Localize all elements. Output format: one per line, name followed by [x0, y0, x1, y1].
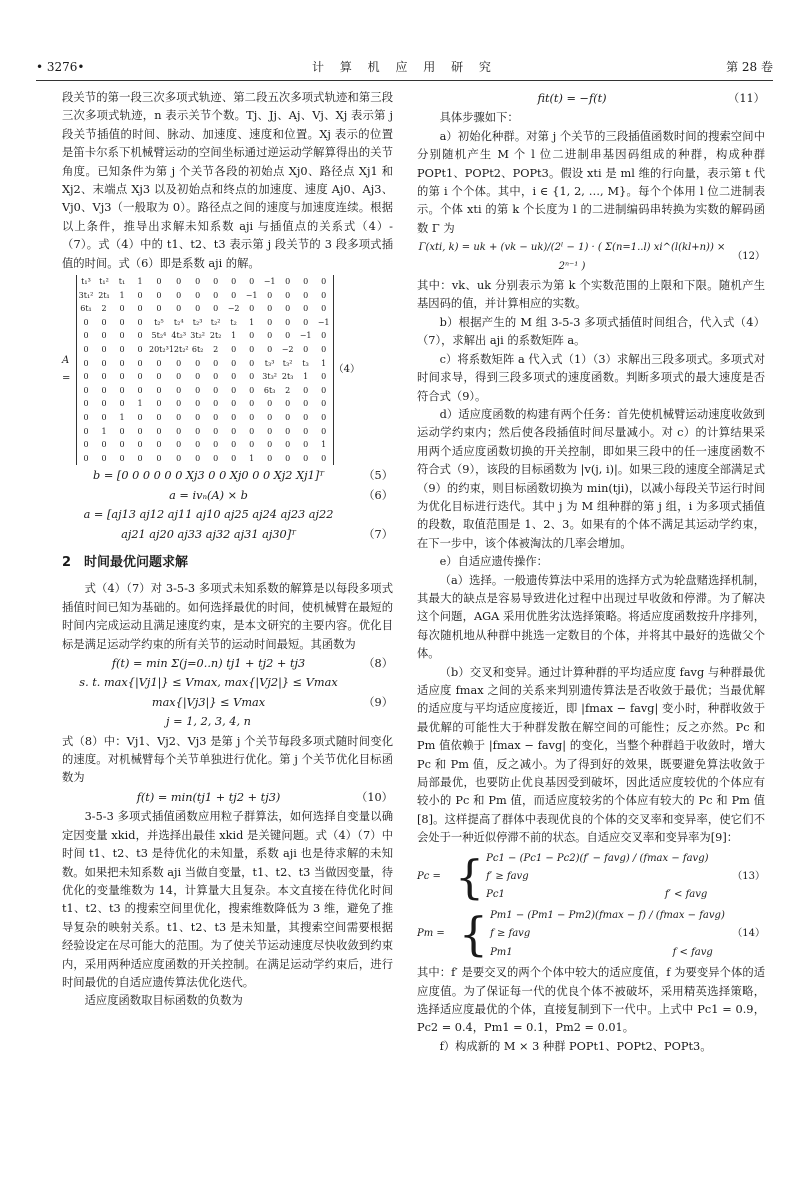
matrix-row: [77, 438, 334, 452]
matrix-cell: 0: [231, 426, 237, 436]
matrix-cell: 0: [231, 290, 237, 300]
matrix-cell: 0: [176, 358, 182, 368]
paragraph-velocity: 式（8）中：Vj1、Vj2、Vj3 是第 j 个关节每段多项式随时间变化的速度。对机械臂每个关节单独进行优化。第 j 个关节优化目标函数为: [62, 734, 393, 785]
matrix-cell: 0: [303, 399, 309, 409]
matrix-cell: 0: [231, 453, 237, 463]
matrix-cell: 0: [267, 304, 273, 314]
matrix-cell: 2: [101, 304, 107, 314]
matrix-cell: t₂⁵: [154, 317, 164, 327]
matrix-cell: 0: [303, 345, 309, 355]
equation-number-12: （12）: [732, 251, 765, 263]
matrix-cell: 0: [321, 385, 327, 395]
equation-number-5: （5）: [363, 469, 393, 483]
matrix-cell: 0: [83, 440, 89, 450]
matrix-cell: 0: [119, 440, 125, 450]
matrix-cell: t₃³: [264, 358, 275, 368]
matrix-cell: 0: [83, 413, 89, 422]
equation-14-case-1: Pm1 − (Pm1 − Pm2)(fmax − f) / (fmax − favg) f ≥ favg: [490, 909, 745, 940]
matrix-cell: 20t₂³: [149, 345, 169, 355]
matrix-cell: 0: [176, 426, 182, 436]
matrix-cell: 0: [83, 331, 89, 341]
matrix-cell: 0: [321, 399, 327, 409]
equation-8-body: f(t) = min Σ(j=0..n) tj1 + tj2 + tj3: [111, 657, 306, 671]
matrix-cell: 0: [156, 440, 162, 450]
journal-title: 计 算 机 应 用 研 究: [312, 60, 497, 74]
matrix-row: [77, 357, 334, 371]
step-d: d）适应度函数的构建有两个任务：首先使机械臂运动速度收敛到运动学约束内；然后使各段插值时间尽量减小。对 c）的计算结果采用两个适应度函数切换的开关控制，即如果三段中的任一速度函数不符合式（9），该段的目标函数为 |v(j, i)|。如果三段的速度全部满足式（9）的约束，则目标函数切换为 min(tji)，以减小每段关节运行时间为优化目标进行迭代。其中 j 为 M 组种群的第 j 组，i 为多项式插值的段数，取值范围是 1、2、3。如果有的个体不满足其运动学约束，在下一步中，该个体被淘汰的几率会增加。: [417, 407, 765, 550]
matrix-cell: 0: [195, 358, 201, 368]
equation-14-cases: [490, 907, 745, 962]
matrix-row: [77, 289, 334, 303]
step-b: b）根据产生的 M 组 3-5-3 多项式插值时间组合，代入式（4）（7），求解出 aji 的系数矩阵 a。: [417, 315, 765, 348]
matrix-cell: 0: [285, 290, 291, 300]
equation-13-lhs: Pc =: [417, 871, 441, 883]
matrix-row: [77, 275, 334, 289]
matrix-cell: 2t₃: [281, 372, 294, 382]
matrix-cell: 0: [176, 440, 182, 450]
matrix-cell: 6t₃: [263, 385, 276, 395]
matrix-cell: 0: [321, 413, 327, 422]
matrix-cell: 0: [137, 290, 143, 300]
equation-5-body: b = [0 0 0 0 0 0 Xj3 0 0 Xj0 0 0 Xj2 Xj1]ᵀ: [93, 469, 324, 483]
matrix-cell: 0: [195, 413, 201, 422]
matrix-cell: 0: [137, 304, 143, 314]
matrix-label: A =: [62, 354, 71, 385]
matrix-cell: 0: [119, 345, 125, 355]
matrix-cell: 0: [321, 290, 327, 300]
matrix-row: [77, 425, 334, 439]
matrix-cell: 1: [249, 453, 255, 463]
matrix-cell: 0: [195, 440, 201, 450]
matrix-cell: t₃: [302, 358, 309, 368]
matrix-cell: 0: [119, 304, 125, 314]
matrix-cell: 0: [195, 372, 201, 382]
matrix-cell: 0: [231, 413, 237, 422]
equation-8: [62, 655, 393, 673]
equation-14: [417, 907, 765, 962]
matrix-cell: 0: [156, 399, 162, 409]
equation-13-case-1: Pc1 − (Pc1 − Pc2)(f′ − favg) / (fmax − favg) f′ ≥ favg: [486, 852, 729, 883]
matrix-cell: t₂³: [192, 317, 203, 327]
matrix-cell: 4t₂³: [171, 331, 187, 341]
equation-14-case-2: Pm1 f < favg: [490, 946, 713, 958]
matrix-cell: 0: [176, 277, 182, 287]
matrix-cell: 0: [267, 290, 273, 300]
equation-number-7: （7）: [363, 527, 393, 541]
matrix-cell: 1: [119, 413, 125, 422]
matrix-cell: 0: [285, 304, 291, 314]
matrix-cell: 0: [213, 426, 219, 436]
matrix-cell: 0: [213, 399, 219, 409]
matrix-cell: t₃²: [282, 358, 293, 368]
matrix-cell: 1: [249, 317, 255, 327]
equation-14-lhs: Pm =: [417, 928, 445, 940]
equation-9-body-2: max{|Vj3|} ≤ Vmax: [151, 695, 266, 709]
equation-7-body-1: a = [aj13 aj12 aj11 aj10 aj25 aj24 aj23 aj22: [83, 508, 334, 522]
matrix-row: [77, 452, 334, 466]
matrix-cell: 0: [213, 413, 219, 422]
equation-7-line1: [62, 506, 393, 524]
matrix-cell: 0: [303, 453, 309, 463]
matrix-cell: 0: [195, 277, 201, 287]
matrix-cell: 0: [321, 453, 327, 463]
equation-9-line3: [62, 713, 393, 731]
matrix-cell: 0: [267, 426, 273, 436]
equation-12: [417, 239, 765, 276]
matrix-cell: 0: [231, 399, 237, 409]
matrix-cell: 1: [101, 426, 107, 436]
matrix-cell: 0: [231, 440, 237, 450]
matrix-row: [77, 343, 334, 357]
equation-12-body: Γ(xti, k) = uk + (vk − uk)/(2ˡ − 1) · ( Σ(n=1..l) xi^(l(kl+n)) × 2ⁿ⁻¹ ): [418, 242, 726, 272]
step-a-note: 其中：vk、uk 分别表示为第 k 个实数范围的上限和下限。随机产生基因码的值，并计算相应的实数。: [417, 279, 765, 311]
matrix-cell: 0: [213, 358, 219, 368]
matrix-cell: 0: [231, 345, 237, 355]
matrix-cell: 0: [176, 304, 182, 314]
matrix-cell: 0: [249, 385, 255, 395]
matrix-cell: 0: [156, 372, 162, 382]
paragraph-pso: 3-5-3 多项式插值函数应用粒子群算法，如何选择自变量以确定因变量 xkid，并选择出最佳 xkid 是关键问题。式（4）（7）中时间 t1、t2、t3 是待优化的未知量，系数 aji 也是待求解的未知数。如果把未知系数 aji 当做自变量，t1、t2、t3 当做因变量，待优化的变量维数为 14，计算量大且复杂。本文直接在待优化时间 t1、t2、t3 的搜索空间里优化，搜索维数降低为 3 维，避免了推导复杂的映射关系。t1、t2、t3 是未知量，其搜索空间需要根据经验设定在尽可能大的范围。为了使关节运动速度尽快收敛到约束内，采用两种适应度函数的开关控制。在满足运动学约束后，进行时间最优的自适应遗传算法优化迭代。: [62, 810, 393, 989]
matrix-cell: 0: [119, 453, 125, 463]
equation-13-case-2: Pc1 f′ < favg: [486, 889, 708, 901]
matrix-cell: 0: [83, 399, 89, 409]
matrix-cell: 0: [101, 399, 107, 409]
steps-title: 具体步骤如下：: [439, 111, 519, 125]
matrix-cell: 1: [321, 358, 327, 368]
matrix-cell: t₂⁴: [173, 317, 184, 327]
matrix-cell: 0: [83, 317, 89, 327]
equation-number-14: （14）: [732, 928, 765, 940]
matrix-cell: 0: [137, 413, 143, 422]
matrix-equation-4: [62, 275, 393, 465]
matrix-cell: 0: [83, 345, 89, 355]
step-e: e）自适应遗传操作：: [439, 555, 548, 569]
step-a: a）初始化种群。对第 j 个关节的三段插值函数时间的搜索空间中分别随机产生 M 个 l 位二进制串基因码组成的种群，构成种群 POPt1、POPt2、POPt3。假设 xti 是 ml 维的行向量，表示第 t 代的第 i 个个体。其中，i ∈ {1, 2, …, M}。每个个体用 l 位二进制表示。个体 xti 的第 k 个长度为 l 的二进制编码串转换为实数的解码函数 Γ 为: [417, 129, 765, 235]
matrix-cell: 0: [156, 385, 162, 395]
matrix-cell: 0: [119, 317, 125, 327]
matrix-cell: 0: [249, 440, 255, 450]
matrix-cell: 1: [119, 290, 125, 300]
matrix-cell: 3t₁²: [78, 290, 94, 300]
matrix-cell: 0: [137, 453, 143, 463]
matrix-cell: 0: [176, 385, 182, 395]
matrix-cell: 0: [213, 385, 219, 395]
equation-13-cases: [486, 850, 727, 905]
matrix-cell: 0: [213, 372, 219, 382]
matrix-cell: 0: [195, 290, 201, 300]
matrix-cell: 0: [267, 317, 273, 327]
matrix-cell: 0: [213, 453, 219, 463]
matrix-cell: 0: [101, 345, 107, 355]
matrix-cell: 0: [267, 399, 273, 409]
matrix-cell: 0: [101, 317, 107, 327]
matrix-row: [77, 302, 334, 316]
step-e-selection: （a）选择。一般遗传算法中采用的选择方式为轮盘赌选择机制，其最大的缺点是容易导致进化过程中出现过早收敛和停滞。为了解决这个问题，AGA 采用优胜劣汰选择策略。将适应度函数按升序排列，每次随机地从种群中挑选一定数目的个体，并将其中最好的选做父个体。: [417, 573, 765, 661]
matrix-cell: 0: [213, 277, 219, 287]
equation-number-9: （9）: [363, 695, 393, 709]
header-rule: [36, 80, 773, 81]
matrix-cell: 0: [101, 440, 107, 450]
matrix-row: [77, 411, 334, 425]
matrix-cell: −1: [263, 277, 276, 287]
equation-7-line2: [62, 526, 393, 544]
matrix-cell: 0: [137, 358, 143, 368]
matrix-cell: 0: [176, 399, 182, 409]
matrix-cell: 1: [231, 331, 237, 341]
paragraph-time-optimal: 式（4）（7）对 3-5-3 多项式未知系数的解算是以每段多项式插值时间已知为基础的。如何选择最优的时间，使机械臂在最短的时间内完成运动且满足速度约束，是本文研究的主要内容。优化目标是满足运动学约束的所有关节的运动时间最短。其函数为: [62, 582, 393, 651]
matrix-cell: 0: [156, 453, 162, 463]
matrix-cell: 0: [137, 426, 143, 436]
matrix-cell: 12t₂²: [168, 345, 189, 355]
matrix-cell: −2: [227, 304, 240, 314]
matrix-cell: 0: [176, 453, 182, 463]
equation-10: [62, 789, 393, 807]
matrix-cell: 0: [195, 399, 201, 409]
matrix-cell: 0: [267, 413, 273, 422]
matrix-cell: 0: [176, 290, 182, 300]
matrix-cell: 0: [83, 358, 89, 368]
equation-14-brace: {: [458, 907, 489, 962]
matrix-cell: 0: [249, 277, 255, 287]
matrix-cell: 0: [303, 413, 309, 422]
matrix-cell: 0: [267, 331, 273, 341]
matrix-cell: 0: [195, 304, 201, 314]
matrix-cell: 1: [303, 372, 309, 382]
equation-number-6: （6）: [363, 488, 393, 502]
equation-number-10: （10）: [356, 790, 393, 804]
matrix-cell: 0: [156, 304, 162, 314]
section-heading: 2 时间最优问题求解: [62, 555, 189, 570]
matrix-cell: 0: [249, 426, 255, 436]
paragraph-fitness: 适应度函数取目标函数的负数为: [84, 994, 243, 1008]
matrix-cell: 0: [137, 385, 143, 395]
matrix-cell: 0: [156, 413, 162, 422]
matrix-cell: t₁²: [99, 277, 109, 287]
equation-6-body: a = ivₙ(A) × b: [169, 488, 248, 502]
matrix-cell: t₁³: [81, 277, 91, 287]
matrix-cell: 0: [119, 399, 125, 409]
equation-5: [62, 467, 393, 485]
equation-number-8: （8）: [363, 657, 393, 671]
matrix-cell: 0: [285, 277, 291, 287]
right-column: [417, 89, 765, 1056]
matrix-cell: 0: [101, 331, 107, 341]
equation-13: [417, 850, 765, 905]
matrix-cell: t₂: [230, 317, 237, 327]
step-f: f）构成新的 M × 3 种群 POPt1、POPt2、POPt3。: [439, 1039, 712, 1053]
matrix-cell: 0: [83, 426, 89, 436]
matrix-cell: −2: [281, 345, 294, 355]
matrix-cell: 0: [285, 426, 291, 436]
matrix-cell: 0: [303, 440, 309, 450]
equation-number-13: （13）: [732, 871, 765, 883]
matrix-cell: 0: [303, 317, 309, 327]
equation-7-body-2: aj21 aj20 aj33 aj32 aj31 aj30]ᵀ: [121, 527, 296, 541]
matrix-cell: 0: [83, 372, 89, 382]
matrix-cell: 0: [101, 385, 107, 395]
matrix-cell: 0: [119, 385, 125, 395]
volume-label: 第 28 卷: [726, 60, 773, 74]
matrix-cell: 3t₃²: [262, 372, 277, 382]
matrix-cell: 6t₁: [80, 304, 92, 314]
matrix-cell: 0: [321, 426, 327, 436]
matrix-cell: 0: [83, 385, 89, 395]
matrix-cell: 0: [249, 372, 255, 382]
equation-number-11: （11）: [728, 92, 765, 105]
equation-9-body-1: s. t. max{|Vj1|} ≤ Vmax, max{|Vj2|} ≤ Vmax: [79, 676, 338, 690]
matrix-cell: 0: [137, 317, 143, 327]
matrix-cell: 2: [213, 345, 219, 355]
matrix-cell: 0: [137, 372, 143, 382]
step-e-crossover: （b）交叉和变异。通过计算种群的平均适应度 favg 与种群最优适应度 fmax 之间的关系来判别遗传算法是否收敛于最优；当最优解的适应度与平均适应度接近，即 |fmax − favg| 变小时，种群收敛于最优解的可能性大于种群发散在解空间的可能性；反之亦然。Pc 和 Pm 值依赖于 |fmax − favg| 的变化，当整个种群趋于收敛时，增大 Pc 和 Pm 值，反之减小。为了得到好的效果，既要避免算法收敛于局部最优，也要防止优良基因受到破坏，因此适应度较优的个体应有较小的 Pc 和 Pm 值，而适应度较劣的个体应有较大的 Pc 和 Pm 值[8]。这样提高了群体中表现优良的个体的交叉率和变异率，使它们不会处于一种近似停滞不前的状态。自适应交叉率和变异率为[9]：: [417, 665, 765, 845]
matrix-cell: 0: [303, 277, 309, 287]
matrix-cell: 2t₂: [209, 331, 222, 341]
matrix-cell: 3t₂²: [190, 331, 205, 341]
matrix-cell: 0: [231, 372, 237, 382]
matrix-cell: 0: [267, 345, 273, 355]
matrix-cell: 2t₁: [98, 290, 110, 300]
matrix-cell: 0: [101, 358, 107, 368]
matrix-cell: 0: [321, 372, 327, 382]
matrix-cell: 0: [303, 304, 309, 314]
equation-number-4: （4）: [333, 364, 360, 376]
matrix-cell: t₂²: [210, 317, 221, 327]
matrix-cell: 5t₂⁴: [151, 331, 167, 341]
matrix-cell: 0: [303, 426, 309, 436]
matrix-cell: 0: [195, 385, 201, 395]
matrix-cell: 0: [303, 385, 309, 395]
matrix-a: [76, 275, 334, 465]
matrix-cell: 0: [213, 304, 219, 314]
matrix-cell: 0: [156, 358, 162, 368]
equation-11: [417, 90, 765, 108]
matrix-cell: 0: [156, 290, 162, 300]
matrix-cell: 0: [101, 453, 107, 463]
matrix-cell: 0: [213, 440, 219, 450]
matrix-cell: 0: [231, 358, 237, 368]
matrix-cell: 6t₂: [191, 345, 204, 355]
matrix-cell: 0: [249, 399, 255, 409]
step-c: c）将系数矩阵 a 代入式（1）（3）求解出三段多项式。多项式对时间求导，得到三段多项式的速度函数。判断多项式的最大速度是否符合式（9）。: [417, 352, 765, 403]
matrix-cell: 0: [176, 372, 182, 382]
matrix-cell: 0: [321, 277, 327, 287]
equation-6: [62, 487, 393, 505]
matrix-cell: 0: [231, 385, 237, 395]
equation-9-body-3: j = 1, 2, 3, 4, n: [166, 715, 251, 729]
matrix-cell: 0: [137, 440, 143, 450]
matrix-cell: 0: [321, 304, 327, 314]
matrix-cell: 0: [267, 440, 273, 450]
matrix-cell: 0: [285, 440, 291, 450]
matrix-cell: 0: [303, 290, 309, 300]
matrix-cell: 0: [156, 277, 162, 287]
matrix-cell: 0: [231, 277, 237, 287]
matrix-cell: −1: [317, 317, 330, 327]
matrix-cell: 0: [267, 453, 273, 463]
matrix-cell: 1: [321, 440, 327, 450]
page-number: • 3276•: [36, 60, 85, 74]
matrix-cell: −1: [299, 331, 312, 341]
matrix-row: [77, 329, 334, 343]
matrix-cell: 0: [195, 453, 201, 463]
running-header: [36, 58, 773, 78]
matrix-cell: 0: [249, 345, 255, 355]
matrix-row: [77, 316, 334, 330]
matrix-cell: t₁: [118, 277, 126, 287]
equation-9-line1: [62, 674, 393, 692]
matrix-cell: 0: [119, 331, 125, 341]
step-e-parameters: 其中：f′ 是要交叉的两个个体中较大的适应度值，f 为要变异个体的适应度值。为了保证每一代的优良个体不被破坏，采用精英选择策略，选择适应度最优的个体，直接复制到下一代中。上式中 Pc1 = 0.9，Pc2 = 0.4，Pm1 = 0.1，Pm2 = 0.01。: [417, 966, 765, 1035]
equation-11-body: fit(t) = −f(t): [537, 92, 607, 105]
paragraph-intro: 段关节的第一段三次多项式轨迹、第二段五次多项式轨迹和第三段三次多项式轨迹，n 表示关节个数。Tj、Jj、Aj、Vj、Xj 表示第 j 段关节插值的时间、脉动、加速度、速度和位置。Xj 表示的位置是笛卡尔系下机械臂运动的空间坐标通过逆运动学解算得出的关节角度。已知条件为第 j 个关节各段的初始点 Xj0、路径点 Xj1 和 Xj2、末端点 Xj3 以及初始点和终点的加速度、速度 Aj0、Aj3、Vj0、Vj3（一般取为 0）。路径点之间的速度与加速度连续。根据以上条件，推导出求解未知系数 aji 与插值点的关系式（4）-（7）。式（4）中的 t1、t2、t3 表示第 j 段关节的 3 段多项式插值的时间。式（6）即是系数 aji 的解。: [62, 91, 393, 270]
matrix-cell: 0: [101, 372, 107, 382]
matrix-cell: 0: [285, 331, 291, 341]
matrix-cell: 0: [249, 413, 255, 422]
matrix-cell: 1: [137, 277, 143, 287]
equation-9-line2: [62, 694, 393, 712]
matrix-row: [77, 397, 334, 411]
matrix-cell: 0: [156, 426, 162, 436]
matrix-cell: 0: [119, 358, 125, 368]
matrix-cell: −1: [245, 290, 258, 300]
matrix-cell: 0: [137, 331, 143, 341]
matrix-cell: 0: [101, 413, 107, 422]
matrix-cell: 0: [213, 290, 219, 300]
matrix-cell: 0: [285, 453, 291, 463]
matrix-cell: 0: [249, 358, 255, 368]
matrix-cell: 0: [285, 317, 291, 327]
matrix-cell: 0: [119, 426, 125, 436]
matrix-row: [77, 370, 334, 384]
matrix-cell: 0: [285, 413, 291, 422]
matrix-cell: 0: [249, 304, 255, 314]
matrix-cell: 0: [321, 331, 327, 341]
matrix-cell: 0: [285, 399, 291, 409]
equation-10-body: f(t) = min(tj1 + tj2 + tj3): [136, 790, 281, 804]
matrix-cell: 0: [119, 372, 125, 382]
left-column: [62, 89, 393, 1011]
matrix-cell: 0: [176, 413, 182, 422]
matrix-cell: 0: [83, 453, 89, 463]
matrix-cell: 1: [137, 399, 143, 409]
matrix-row: [77, 384, 334, 398]
matrix-cell: 0: [321, 345, 327, 355]
matrix-cell: 0: [137, 345, 143, 355]
matrix-cell: 2: [285, 385, 291, 395]
matrix-cell: 0: [195, 426, 201, 436]
equation-13-brace: {: [454, 850, 485, 905]
matrix-cell: 0: [249, 331, 255, 341]
